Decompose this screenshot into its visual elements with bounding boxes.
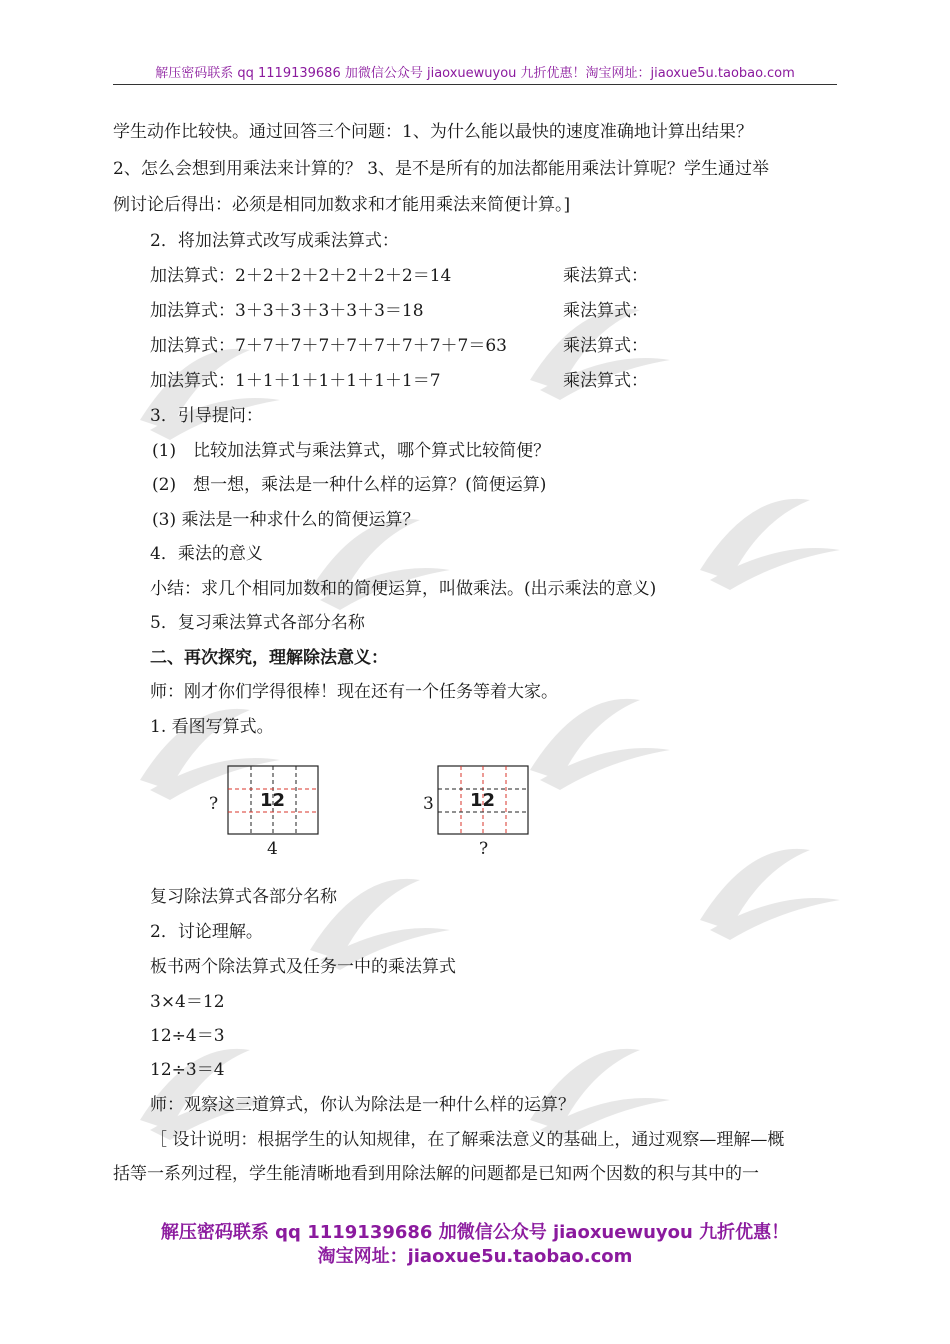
task-heading: 2．讨论理解。 xyxy=(150,922,263,942)
figure-1-center-label: 12 xyxy=(260,790,286,811)
figure-1-left-label: ? xyxy=(209,794,219,814)
figure-2-left-label: 3 xyxy=(423,794,434,814)
task-heading: 复习除法算式各部分名称 xyxy=(150,887,337,907)
task-heading: 4．乘法的意义 xyxy=(150,544,263,564)
page-header: 解压密码联系 qq 1119139686 加微信公众号 jiaoxuewuyou 九折优惠！淘宝网址：jiaoxue5u.taobao.com xyxy=(113,64,837,85)
equation: 3×4＝12 xyxy=(150,992,225,1012)
addition-exercise: 加法算式：7＋7＋7＋7＋7＋7＋7＋7＋7＝63 xyxy=(150,336,507,356)
figure-2-center-label: 12 xyxy=(470,790,496,811)
task-heading: 1. 看图写算式。 xyxy=(150,717,274,737)
footer-line-1: 解压密码联系 qq 1119139686 加微信公众号 jiaoxuewuyou 九折优惠！ xyxy=(160,1222,790,1243)
addition-exercise: 加法算式：1＋1＋1＋1＋1＋1＋1＝7 xyxy=(150,371,441,391)
multiplication-blank: 乘法算式： xyxy=(563,301,648,321)
multiplication-blank: 乘法算式： xyxy=(563,336,648,356)
teacher-line: 师：刚才你们学得很棒！现在还有一个任务等着大家。 xyxy=(150,682,558,702)
footer-line-2: 淘宝网址：jiaoxue5u.taobao.com xyxy=(317,1246,633,1267)
equation: 12÷3＝4 xyxy=(150,1060,225,1080)
multiplication-blank: 乘法算式： xyxy=(563,266,648,286)
summary-text: 小结：求几个相同加数和的简便运算，叫做乘法。(出示乘法的意义) xyxy=(150,579,657,599)
task-heading: 5．复习乘法算式各部分名称 xyxy=(150,613,365,633)
paragraph-line: 2、怎么会想到用乘法来计算的？ 3、是不是所有的加法都能用乘法计算呢？学生通过举 xyxy=(113,159,770,179)
task-heading: 2．将加法算式改写成乘法算式： xyxy=(150,231,399,251)
question-item: (1) 比较加法算式与乘法算式，哪个算式比较简便？ xyxy=(152,441,551,461)
addition-exercise: 加法算式：3＋3＋3＋3＋3＋3＝18 xyxy=(150,301,424,321)
question-item: (3) 乘法是一种求什么的简便运算？ xyxy=(152,510,420,530)
task-heading: 3．引导提问： xyxy=(150,406,263,426)
paragraph-line: 板书两个除法算式及任务一中的乘法算式 xyxy=(150,957,456,977)
watermark-logo xyxy=(670,480,930,610)
watermark-logo xyxy=(670,830,930,960)
multiplication-blank: 乘法算式： xyxy=(563,371,648,391)
figure-1-bottom-label: 4 xyxy=(267,839,278,859)
paragraph-line: 括等一系列过程，学生能清晰地看到用除法解的问题都是已知两个因数的积与其中的一 xyxy=(113,1164,759,1184)
teacher-line: 师：观察这三道算式，你认为除法是一种什么样的运算？ xyxy=(150,1095,575,1115)
addition-exercise: 加法算式：2＋2＋2＋2＋2＋2＋2＝14 xyxy=(150,266,452,286)
paragraph-line: 例讨论后得出：必须是相同加数求和才能用乘法来简便计算。] xyxy=(113,195,571,215)
question-item: (2) 想一想，乘法是一种什么样的运算？(简便运算) xyxy=(152,475,547,495)
equation: 12÷4＝3 xyxy=(150,1026,225,1046)
figure-2-bottom-label: ? xyxy=(479,839,489,859)
paragraph-line: ［ 设计说明：根据学生的认知规律，在了解乘法意义的基础上，通过观察—理解—概 xyxy=(150,1130,785,1150)
paragraph-line: 学生动作比较快。通过回答三个问题：1、为什么能以最快的速度准确地计算出结果？ xyxy=(113,122,753,142)
section-title: 二、再次探究，理解除法意义： xyxy=(150,648,388,668)
